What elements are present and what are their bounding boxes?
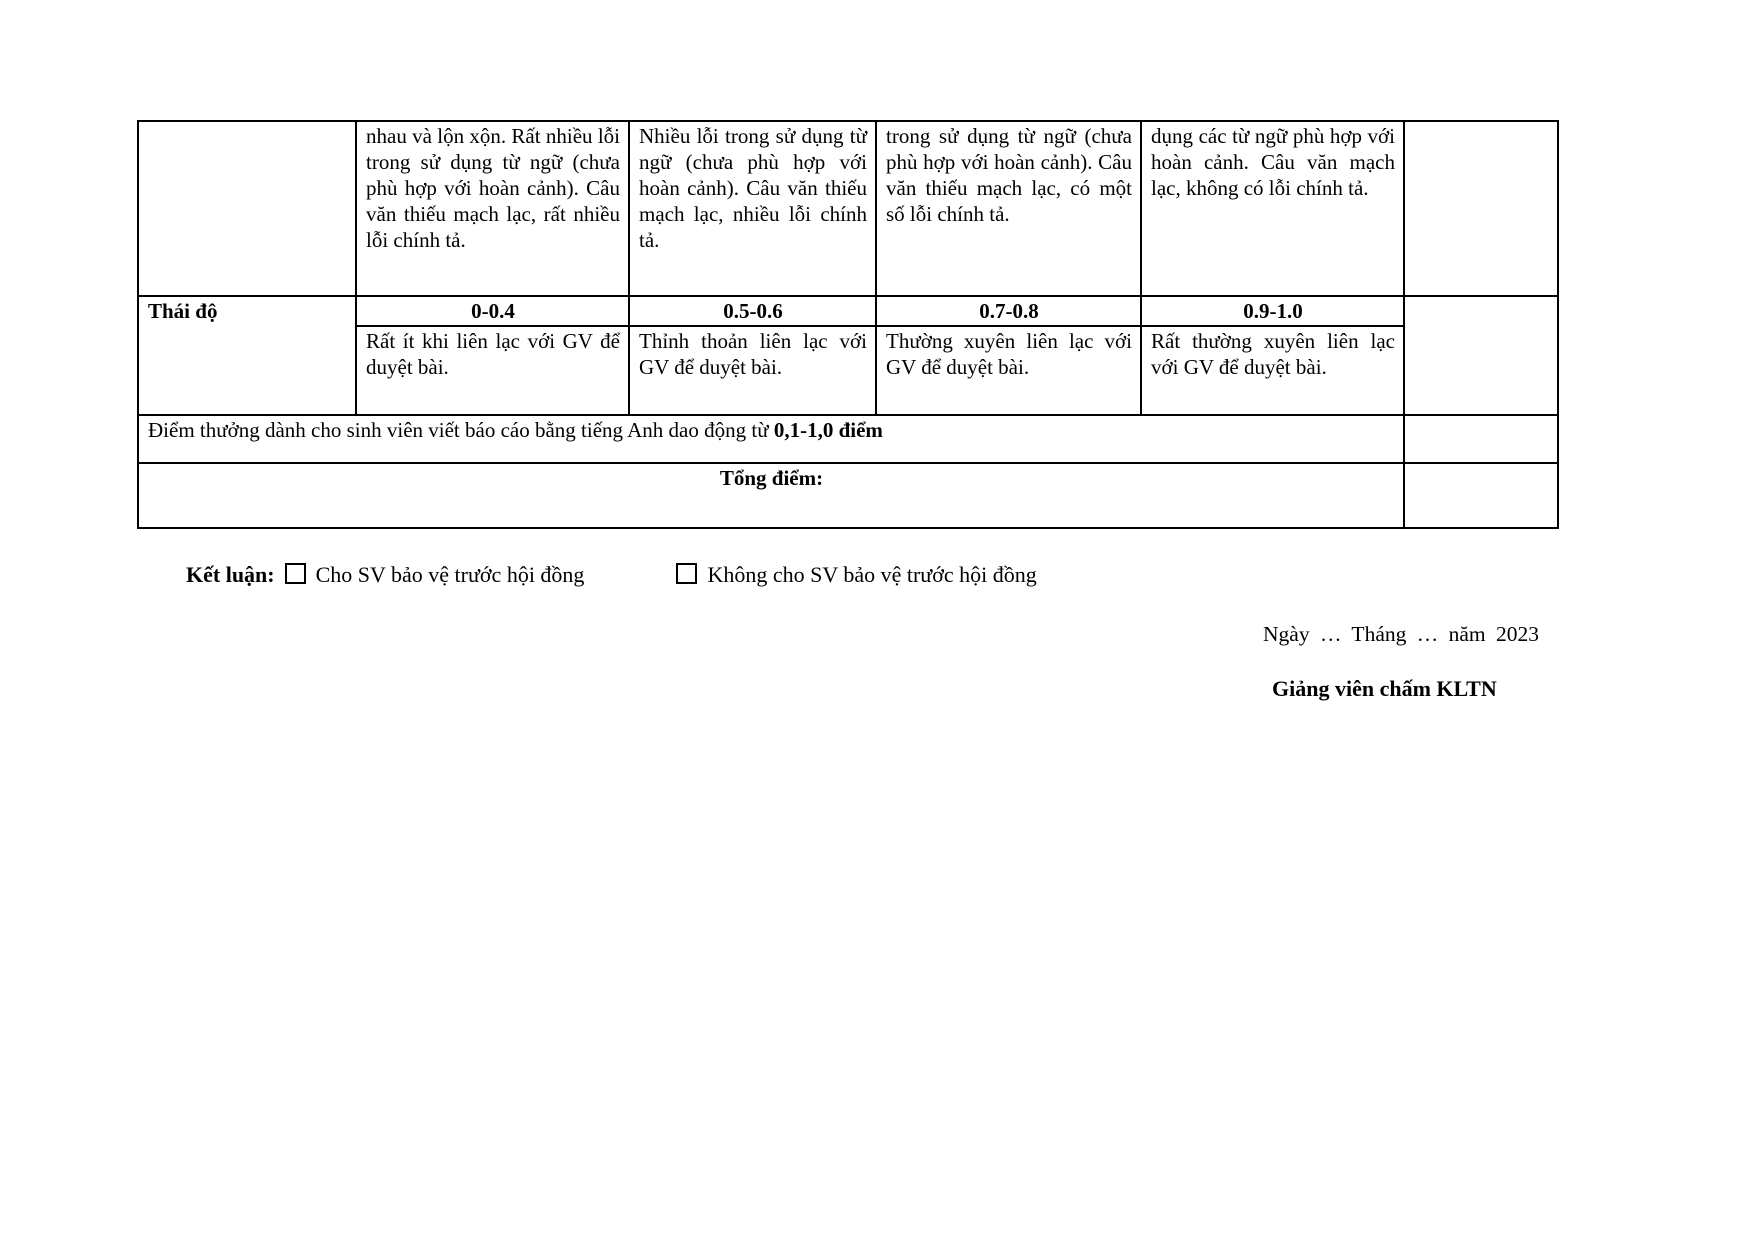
bonus-points-cell	[138, 415, 1404, 463]
table-row	[138, 121, 1558, 296]
table-row	[138, 415, 1558, 463]
level3-description-cell: trong sử dụng từ ngữ (chưa phù hợp với hoàn cảnh). Câu văn thiếu mạch lạc, có một số lỗi chính tả.	[876, 121, 1141, 296]
total-score-label-cell: Tổng điểm:	[138, 463, 1404, 528]
conclusion-label: Kết luận:	[186, 562, 275, 587]
score-cell	[1404, 121, 1558, 296]
approve-defense-label: Cho SV bảo vệ trước hội đồng	[315, 562, 585, 587]
attitude-level2-description-cell: Thỉnh thoản liên lạc với GV để duyệt bài.	[629, 326, 876, 415]
grading-rubric-table	[137, 120, 1559, 529]
attitude-level4-description-cell: Rất thường xuyên liên lạc với GV để duyệt bài.	[1141, 326, 1404, 415]
score-cell	[1404, 296, 1558, 415]
level2-description-cell: Nhiều lỗi trong sử dụng từ ngữ (chưa phù hợp với hoàn cảnh). Câu văn thiếu mạch lạc, nhiều lỗi chính tả.	[629, 121, 876, 296]
attitude-level3-description-cell: Thường xuyên liên lạc với GV để duyệt bài.	[876, 326, 1141, 415]
table-row	[138, 296, 1558, 326]
conclusion-line	[186, 560, 1037, 590]
total-score-cell	[1404, 463, 1558, 528]
table-row	[138, 463, 1558, 528]
criterion-cell-attitude: Thái độ	[138, 296, 356, 415]
level4-description-cell: dụng các từ ngữ phù hợp với hoàn cảnh. Câu văn mạch lạc, không có lỗi chính tả.	[1141, 121, 1404, 296]
score-range-cell: 0.7-0.8	[876, 296, 1141, 326]
level1-description-cell: nhau và lộn xộn. Rất nhiều lỗi trong sử dụng từ ngữ (chưa phù hợp với hoàn cảnh). Câu văn thiếu mạch lạc, rất nhiều lỗi chính tả.	[356, 121, 629, 296]
criterion-cell-empty	[138, 121, 356, 296]
score-range-cell: 0-0.4	[356, 296, 629, 326]
score-cell	[1404, 415, 1558, 463]
bonus-points-range: 0,1-1,0 điểm	[773, 418, 883, 442]
approve-defense-checkbox[interactable]	[285, 563, 306, 584]
reject-defense-checkbox[interactable]	[676, 563, 697, 584]
score-range-cell: 0.5-0.6	[629, 296, 876, 326]
bonus-points-text: Điểm thưởng dành cho sinh viên viết báo cáo bằng tiếng Anh dao động từ	[148, 418, 774, 442]
attitude-level1-description-cell: Rất ít khi liên lạc với GV để duyệt bài.	[356, 326, 629, 415]
score-range-cell: 0.9-1.0	[1141, 296, 1404, 326]
date-line: Ngày … Tháng … năm 2023	[1263, 622, 1539, 646]
signer-title: Giảng viên chấm KLTN	[1272, 676, 1497, 701]
reject-defense-label: Không cho SV bảo vệ trước hội đồng	[707, 562, 1037, 587]
